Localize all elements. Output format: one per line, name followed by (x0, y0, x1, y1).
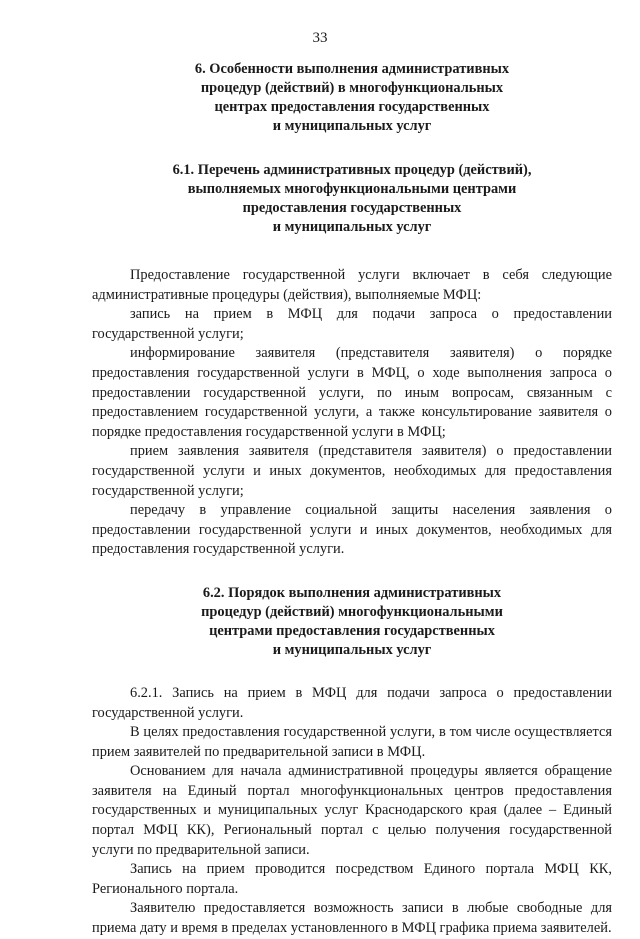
section-6-2-body (92, 684, 612, 939)
page-content (92, 60, 612, 939)
title-line: и муниципальных услуг (272, 641, 432, 658)
title-line: 6. Особенности выполнения административных (194, 61, 510, 77)
paragraph: Предоставление государственной услуги включает в себя следующие административные процедуры (действия), выполняемые МФЦ: (92, 267, 612, 303)
paragraph: В целях предоставления государственной услуги, в том числе осуществляется прием заявителей по предварительной записи в МФЦ. (92, 724, 612, 760)
paragraph: передачу в управление социальной защиты населения заявления о предоставлении государственной услуги и иных документов, необходимых для предоставления государственной услуги. (92, 502, 612, 558)
title-line: предоставления государственных (242, 200, 462, 216)
title-line: и муниципальных услуг (272, 219, 432, 235)
section-6-2-title (92, 584, 612, 660)
paragraph: прием заявления заявителя (представителя заявителя) о предоставлении государственной услуги и иных документов, необходимых для предоставления государственной услуги; (92, 443, 612, 499)
title-line: и муниципальных услуг (272, 118, 432, 134)
paragraph: запись на прием в МФЦ для подачи запроса о предоставлении государственной услуги; (92, 306, 612, 342)
paragraph: Основанием для начала административной процедуры является обращение заявителя на Единый портал многофункциональных центров предоставления государственных и муниципальных услуг Краснодарского края (далее – Единый портал МФЦ КК), Региональный портал с целью получения государственной услуги по предварительной записи. (92, 763, 612, 858)
paragraph: 6.2.1. Запись на прием в МФЦ для подачи запроса о предоставлении государственной услуги. (92, 684, 612, 721)
title-line: 6.1. Перечень административных процедур (действий), (172, 162, 532, 178)
paragraph: информирование заявителя (представителя заявителя) о порядке предоставления государственной услуги в МФЦ, о ходе выполнения запроса о предоставлении государственной услуги, по иным вопросам, связанным с предоставлением государственной услуги, а также консультирование заявителя о порядке предоставления государственной услуги в МФЦ; (92, 345, 612, 440)
section-6-1-title (92, 161, 612, 237)
paragraph: Заявителю предоставляется возможность записи в любые свободные для приема дату и время в пределах установленного в МФЦ графика приема заявителей. (92, 900, 612, 937)
title-line: процедур (действий) в многофункциональных (200, 80, 504, 96)
paragraph: Запись на прием проводится посредством Единого портала МФЦ КК, Регионального портала. (92, 861, 612, 897)
title-line: 6.2. Порядок выполнения административных (202, 584, 502, 601)
title-line: выполняемых многофункциональными центрами (187, 181, 517, 197)
title-line: процедур (действий) многофункциональными (201, 603, 503, 620)
title-line: центрами предоставления государственных (209, 622, 495, 639)
title-line: центрах предоставления государственных (214, 99, 490, 115)
page-number: 33 (312, 30, 328, 46)
section-6-1-body (92, 266, 612, 560)
section-6-title (92, 60, 612, 136)
